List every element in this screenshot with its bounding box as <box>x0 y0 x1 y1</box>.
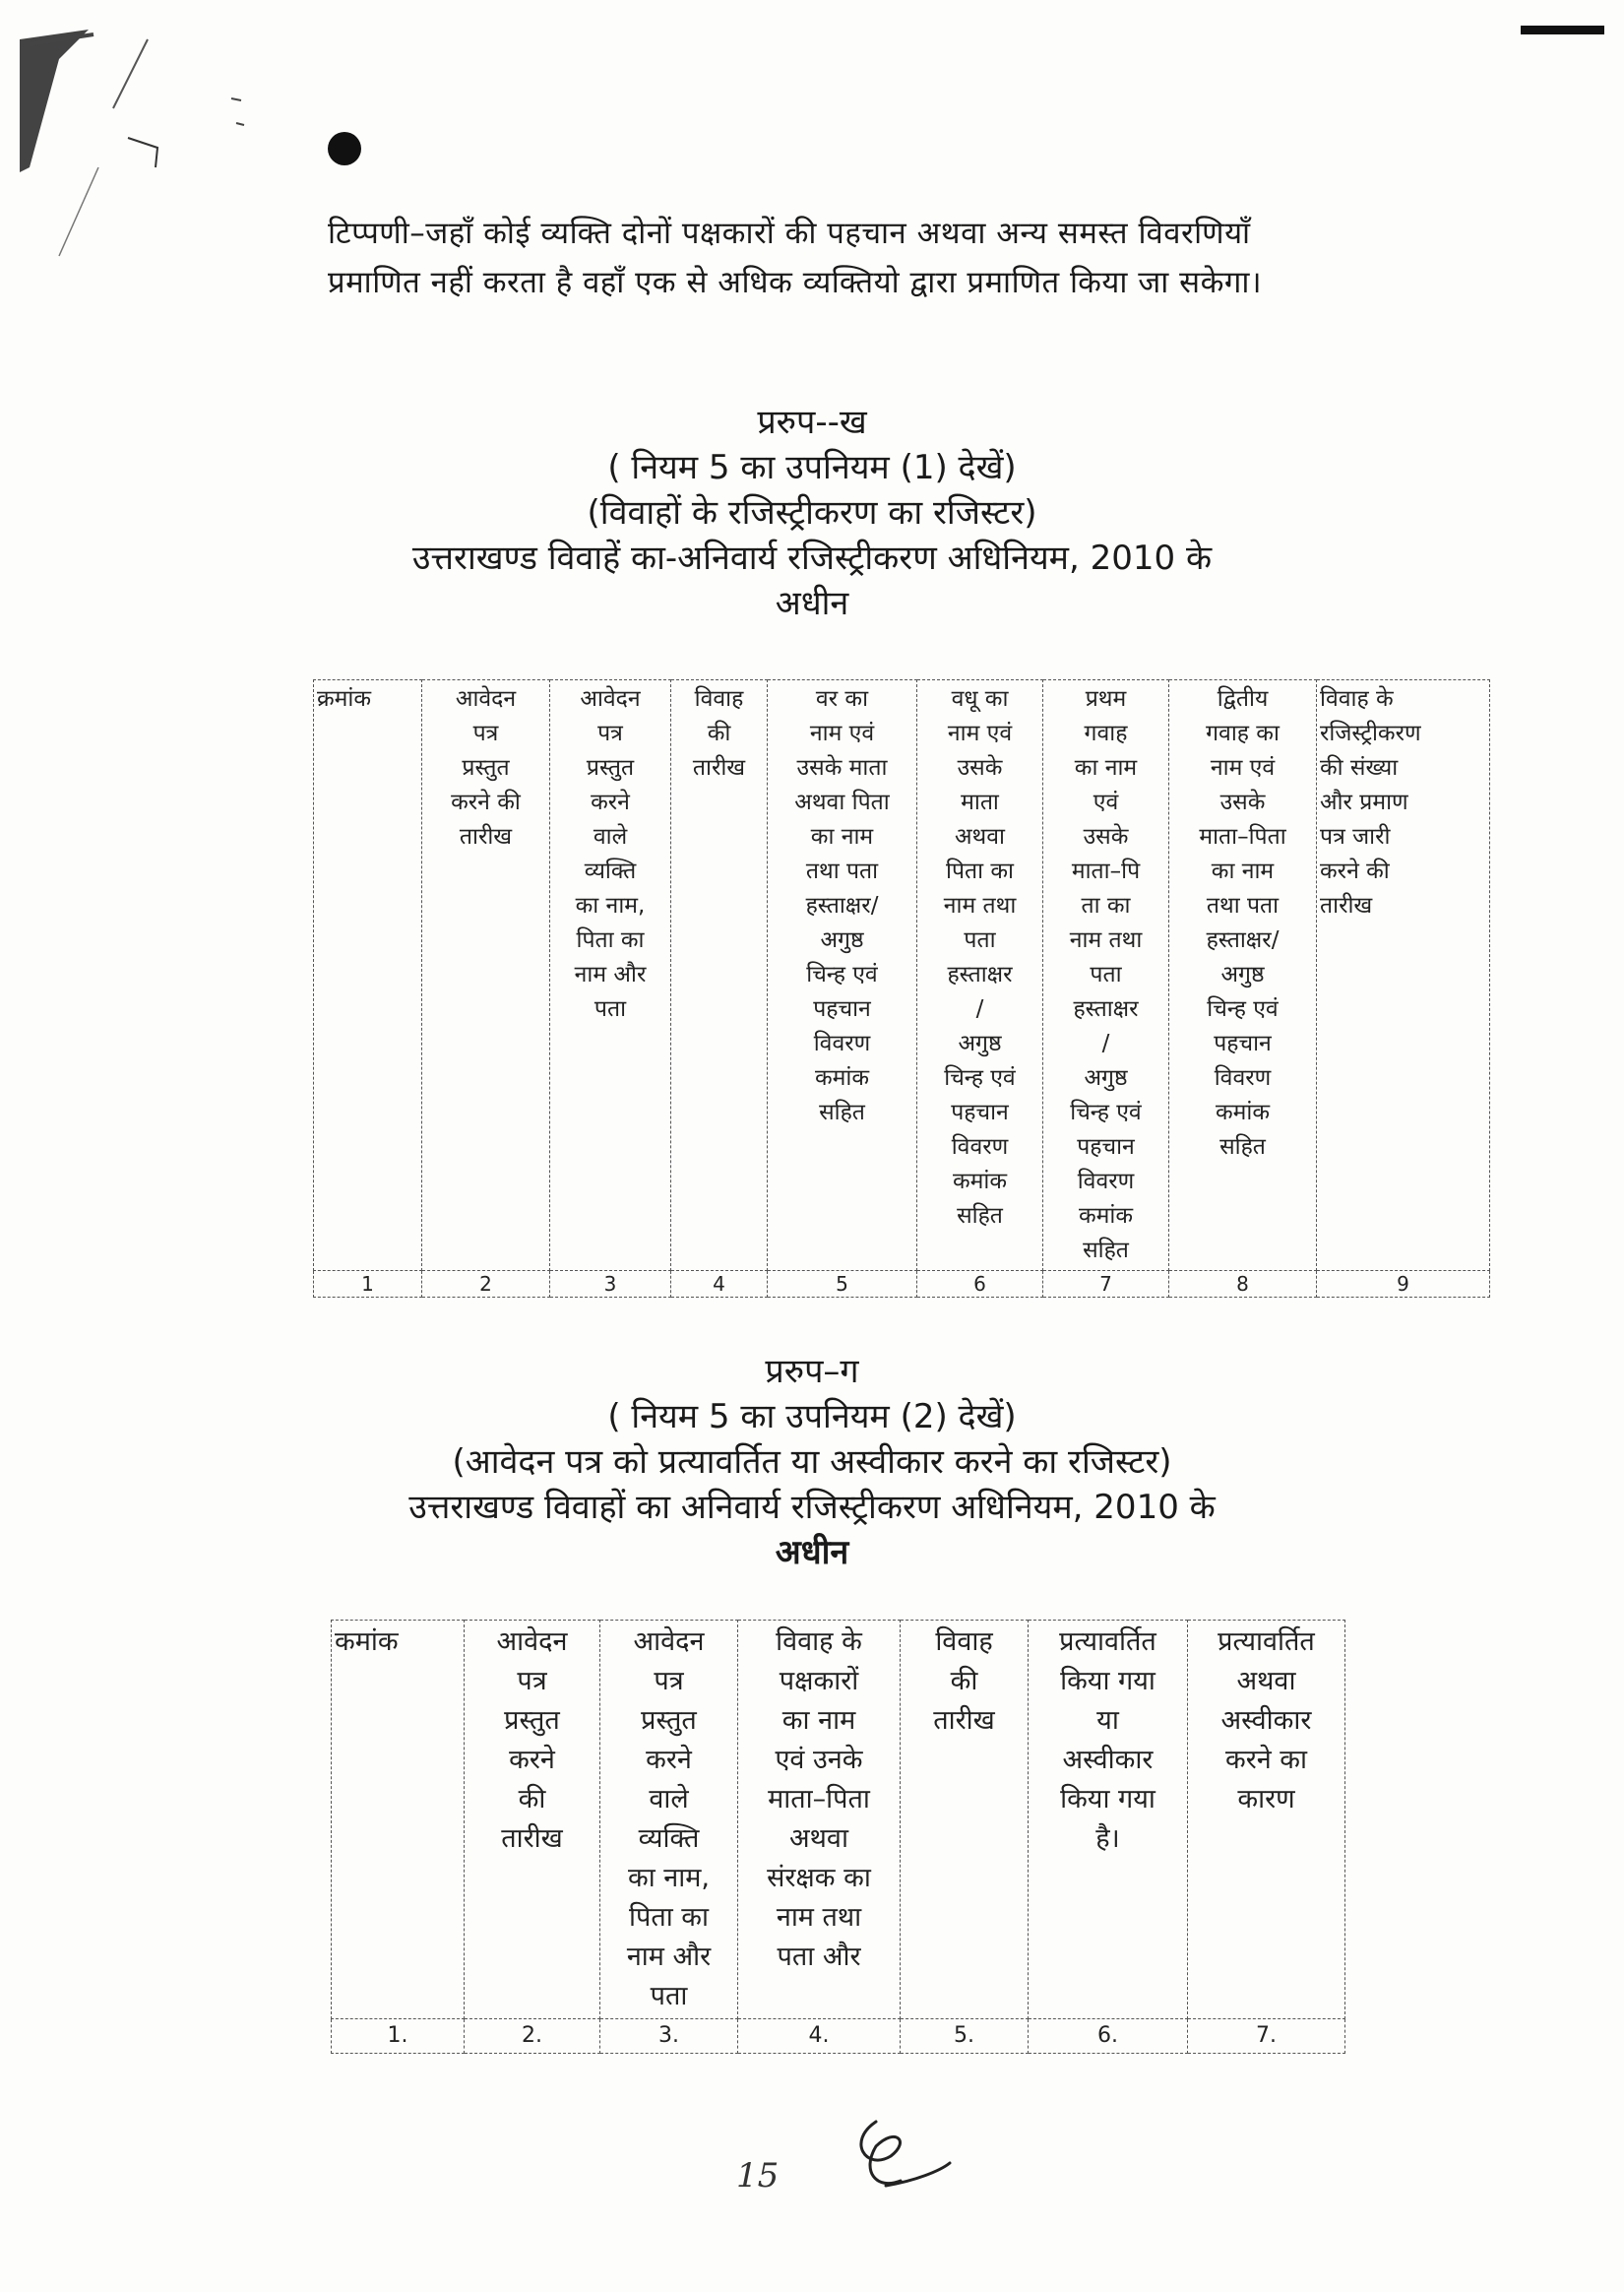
column-header-line: प्रस्तुत <box>586 755 635 781</box>
column-header-line: माता–पिता <box>1199 824 1286 850</box>
column-header-line: उसके माता <box>796 755 888 781</box>
column-header-line: व्यक्ति <box>638 1823 700 1854</box>
column-header-line: किया गया <box>1060 1784 1156 1814</box>
column-header-line: कमांक <box>814 1065 870 1091</box>
column-header <box>332 1621 465 2019</box>
form-g-heading <box>335 1349 1289 1575</box>
column-header-line: माता–पि <box>1071 859 1141 884</box>
form-kh-register-name: (विवाहों के रजिस्ट्रीकरण का रजिस्टर) <box>587 493 1037 533</box>
column-header-line: चिन्ह एवं <box>806 962 878 987</box>
column-header-line: पहचान <box>1214 1031 1272 1056</box>
column-header-line: पत्र <box>654 1666 684 1696</box>
column-number: 2. <box>465 2019 600 2054</box>
column-header-line: नाम एवं <box>1210 755 1276 781</box>
column-header-line: नाम और <box>626 1942 712 1972</box>
column-header-line: तारीख <box>1320 893 1373 919</box>
column-header-line: तारीख <box>459 824 513 850</box>
column-header-line: और प्रमाण <box>1320 790 1408 815</box>
column-header <box>738 1621 901 2019</box>
column-header-line: विवरण <box>813 1031 871 1056</box>
column-header-line: पिता का <box>628 1902 710 1933</box>
form-kh-rule-ref: ( नियम 5 का उपनियम (1) देखें) <box>607 448 1017 487</box>
column-header-line: अगुष्ठ <box>1084 1065 1128 1091</box>
column-header-line: चिन्ह एवं <box>1070 1100 1142 1125</box>
column-header-line: करने <box>646 1745 692 1775</box>
column-header-line: कारण <box>1237 1784 1295 1814</box>
column-header-line: कमांक <box>1078 1203 1134 1229</box>
column-header-line: ता का <box>1081 893 1131 919</box>
form-kh-heading <box>335 400 1289 626</box>
column-header <box>465 1621 600 2019</box>
column-header-line: अथवा <box>954 824 1005 850</box>
column-header-line: पहचान <box>813 996 871 1022</box>
column-header-line: पक्षकारों <box>779 1666 859 1696</box>
column-header-line: करने की <box>451 790 521 815</box>
column-header <box>1188 1621 1345 2019</box>
column-header-line: माता <box>961 790 999 815</box>
column-header-line: या <box>1096 1705 1119 1736</box>
scan-edge-mark <box>1521 26 1604 34</box>
column-number: 6. <box>1029 2019 1188 2054</box>
column-number: 9 <box>1317 1271 1490 1298</box>
column-header-line: गवाह का <box>1206 721 1280 746</box>
column-header-line: अस्वीकार <box>1220 1705 1312 1736</box>
column-header-line: कमांक <box>1215 1100 1271 1125</box>
column-header-line: तारीख <box>933 1705 995 1736</box>
punch-hole-dot <box>328 132 361 165</box>
column-header-line: कमांक <box>335 1626 399 1657</box>
column-header <box>600 1621 738 2019</box>
column-header-line: चिन्ह एवं <box>944 1065 1016 1091</box>
column-header-line: प्रथम <box>1085 686 1127 712</box>
column-header-line: / <box>975 996 984 1022</box>
column-header-line: हस्ताक्षर/ <box>805 893 879 919</box>
form-g-act-name: उत्तराखण्ड विवाहों का अनिवार्य रजिस्ट्रीकरण अधिनियम, 2010 के <box>408 1488 1216 1527</box>
column-header-line: प्रस्तुत <box>504 1705 560 1736</box>
column-header-line: सहित <box>1083 1238 1129 1263</box>
column-header-line: किया गया <box>1060 1666 1156 1696</box>
marriage-registration-register-table <box>313 679 1490 1298</box>
column-header-line: नाम तथा <box>943 893 1017 919</box>
column-header-line: नाम एवं <box>947 721 1013 746</box>
column-header-line: प्रस्तुत <box>641 1705 697 1736</box>
column-header-line: है। <box>1095 1823 1120 1854</box>
column-header-line: तारीख <box>692 755 746 781</box>
note-paragraph: टिप्पणी–जहाँ कोई व्यक्ति दोनों पक्षकारों की पहचान अथवा अन्य समस्त विवरणियाँ प्रमाणित नहीं करता है वहाँ एक से अधिक व्यक्तियो द्वारा प्रमाणित किया जा सकेगा। <box>328 216 1263 300</box>
column-header-line: आवेदन <box>455 686 517 712</box>
column-number: 5. <box>901 2019 1029 2054</box>
column-header-line: की <box>518 1784 546 1814</box>
column-header-line: करने <box>509 1745 555 1775</box>
column-header-line: रजिस्ट्रीकरण <box>1320 721 1421 746</box>
form-g-act-suffix: अधीन <box>775 1533 849 1572</box>
form-kh-title: प्ररुप--ख <box>757 403 867 442</box>
column-header-line: विवाह के <box>1320 686 1394 712</box>
column-header-line: पत्र <box>597 721 623 746</box>
column-number: 7 <box>1043 1271 1169 1298</box>
table-header-row <box>314 680 1490 1271</box>
column-header-line: वाले <box>649 1784 689 1814</box>
column-header-line: विवाह <box>694 686 744 712</box>
column-header-line: विवाह <box>935 1626 993 1657</box>
column-header-line: आवेदन <box>580 686 641 712</box>
column-header-line: पहचान <box>1077 1134 1135 1160</box>
column-header-line: तथा पता <box>1206 893 1280 919</box>
column-header-line: कमांक <box>952 1169 1008 1194</box>
column-header-line: अगुष्ठ <box>1220 962 1265 987</box>
column-header-line: की संख्या <box>1320 755 1399 781</box>
column-number-row <box>314 1271 1490 1298</box>
column-header-line: आवेदन <box>496 1626 568 1657</box>
column-header-line: गवाह <box>1084 721 1128 746</box>
form-g-register-name: (आवेदन पत्र को प्रत्यावर्तित या अस्वीकार करने का रजिस्टर) <box>452 1442 1172 1482</box>
column-header-line: पिता का <box>576 927 645 953</box>
column-header-line: प्रत्यावर्तित <box>1218 1626 1315 1657</box>
column-header-line: अथवा <box>1236 1666 1296 1696</box>
column-header-line: द्वितीय <box>1217 686 1269 712</box>
column-number: 6 <box>917 1271 1043 1298</box>
column-header-line: सहित <box>819 1100 865 1125</box>
column-header-line: की <box>707 721 731 746</box>
column-header-line: एवं <box>1093 790 1119 815</box>
column-header-line: विवरण <box>1214 1065 1272 1091</box>
column-header <box>1169 680 1317 1271</box>
column-header-line: पत्र <box>472 721 499 746</box>
column-header-line: प्रस्तुत <box>462 755 510 781</box>
column-header-line: करने <box>591 790 630 815</box>
column-header-line: वधू का <box>951 686 1009 712</box>
column-number: 1. <box>332 2019 465 2054</box>
column-number: 2 <box>422 1271 550 1298</box>
column-header-line: का नाम <box>781 1705 856 1736</box>
column-header-line: वाले <box>593 824 628 850</box>
column-header-line: संरक्षक का <box>767 1863 871 1893</box>
column-header-line: प्रत्यावर्तित <box>1059 1626 1156 1657</box>
column-number: 5 <box>768 1271 917 1298</box>
column-header-line: पता <box>964 927 996 953</box>
column-header-line: सहित <box>1219 1134 1266 1160</box>
column-header-line: उसके <box>957 755 1003 781</box>
column-header <box>1317 680 1490 1271</box>
column-header-line: का नाम, <box>627 1863 711 1893</box>
column-header-line: का नाम, <box>575 893 646 919</box>
page-number: 15 <box>736 2156 780 2196</box>
column-header <box>671 680 768 1271</box>
handwritten-initials <box>728 2102 965 2220</box>
column-header-line: पता <box>1090 962 1122 987</box>
column-header-line: अथवा पिता <box>794 790 890 815</box>
column-header-line: आवेदन <box>633 1626 705 1657</box>
column-header-line: नाम तथा <box>776 1902 862 1933</box>
column-header-line: अथवा <box>789 1823 848 1854</box>
column-header-line: पहचान <box>951 1100 1009 1125</box>
table-header-row <box>332 1621 1345 2019</box>
column-header-line: हस्ताक्षर/ <box>1206 927 1280 953</box>
column-header-line: वर का <box>815 686 869 712</box>
column-header-line: नाम और <box>574 962 647 987</box>
column-header-line: हस्ताक्षर <box>1073 996 1139 1022</box>
column-number: 3 <box>550 1271 671 1298</box>
column-header-line: अगुष्ठ <box>958 1031 1002 1056</box>
column-header <box>901 1621 1029 2019</box>
column-header-line: पता <box>650 1981 688 2011</box>
column-header-line: नाम तथा <box>1069 927 1143 953</box>
form-g-title: प्ररुप–ग <box>765 1352 859 1391</box>
column-header-line: विवरण <box>951 1134 1009 1160</box>
column-header-line: का नाम <box>810 824 874 850</box>
column-header-line: चिन्ह एवं <box>1207 996 1279 1022</box>
column-header <box>1043 680 1169 1271</box>
column-header-line: नाम एवं <box>809 721 875 746</box>
column-header <box>917 680 1043 1271</box>
column-number-row <box>332 2019 1345 2054</box>
column-header-line: का नाम <box>1074 755 1138 781</box>
column-number: 4. <box>738 2019 901 2054</box>
form-kh-act-name: उत्तराखण्ड विवाहें का-अनिवार्य रजिस्ट्रीकरण अधिनियम, 2010 के <box>411 539 1213 578</box>
column-header-line: का नाम <box>1211 859 1275 884</box>
column-number: 4 <box>671 1271 768 1298</box>
column-header <box>768 680 917 1271</box>
column-header-line: करने की <box>1320 859 1390 884</box>
column-header <box>1029 1621 1188 2019</box>
column-number: 1 <box>314 1271 422 1298</box>
column-header-line: क्रमांक <box>317 686 372 712</box>
column-header-line: करने का <box>1224 1745 1308 1775</box>
column-header-line: तथा पता <box>805 859 879 884</box>
column-header-line: पत्र जारी <box>1320 824 1391 850</box>
column-header-line: व्यक्ति <box>584 859 637 884</box>
column-header-line: अगुष्ठ <box>820 927 864 953</box>
column-header-line: / <box>1101 1031 1110 1056</box>
form-g-rule-ref: ( नियम 5 का उपनियम (2) देखें) <box>607 1397 1017 1436</box>
column-header-line: पता और <box>777 1942 861 1972</box>
column-header-line: की <box>950 1666 978 1696</box>
column-header <box>550 680 671 1271</box>
column-header-line: एवं उनके <box>775 1745 863 1775</box>
column-header-line: अस्वीकार <box>1062 1745 1154 1775</box>
column-header-line: माता–पिता <box>768 1784 870 1814</box>
column-header-line: पत्र <box>517 1666 547 1696</box>
scan-corner-artifact <box>0 0 256 276</box>
column-number: 7. <box>1188 2019 1345 2054</box>
column-header-line: पता <box>593 996 627 1022</box>
column-number: 8 <box>1169 1271 1317 1298</box>
column-header <box>314 680 422 1271</box>
column-header-line: उसके <box>1083 824 1129 850</box>
column-header-line: पिता का <box>945 859 1015 884</box>
column-header-line: उसके <box>1219 790 1266 815</box>
column-header-line: हस्ताक्षर <box>947 962 1013 987</box>
column-header <box>422 680 550 1271</box>
column-number: 3. <box>600 2019 738 2054</box>
column-header-line: तारीख <box>501 1823 563 1854</box>
form-kh-act-suffix: अधीन <box>775 584 849 623</box>
column-header-line: सहित <box>957 1203 1003 1229</box>
application-return-register-table <box>331 1620 1345 2054</box>
column-header-line: विवाह के <box>776 1626 862 1657</box>
column-header-line: विवरण <box>1077 1169 1135 1194</box>
